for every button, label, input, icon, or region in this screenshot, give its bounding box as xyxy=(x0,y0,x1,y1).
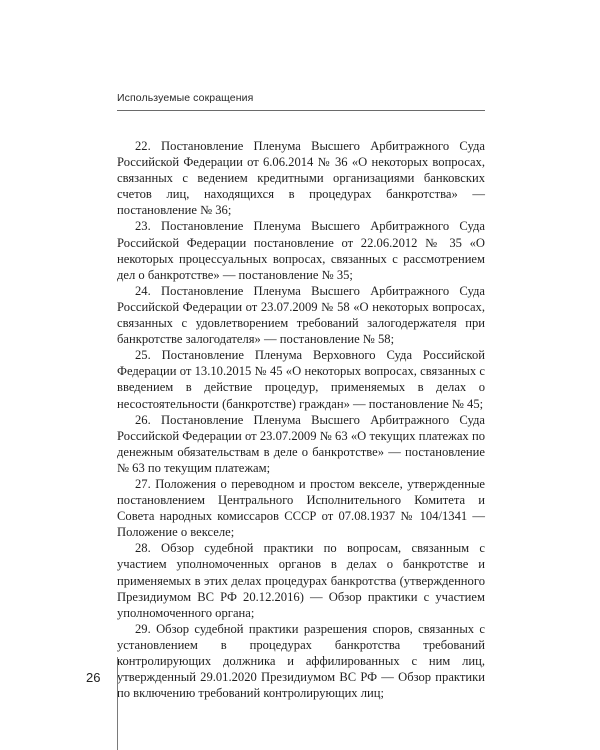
list-item-28: 28. Обзор судебной практики по вопросам, связанным с участием уполномоченных органов в делах о банкротстве и применяемых в этих делах процедурах банкротства (утвержденного Президиумом ВС РФ 20.12.2016) — Обзор практики с участием уполномоченного органа; xyxy=(117,541,485,620)
running-head: Используемые сокращения xyxy=(117,92,254,104)
list-item-26: 26. Постановление Пленума Высшего Арбитражного Суда Российской Федерации от 23.07.2009 № 63 «О текущих платежах по денежным обязательствам в деле о банкротстве» — постановление № 63 по текущим платежам; xyxy=(117,412,485,475)
list-item-23: 23. Постановление Пленума Высшего Арбитражного Суда Российской Федерации постановление от 22.06.2012 № 35 «О некоторых процессуальных вопросах, связанных с рассмотрением дел о банкротстве» — постановление № 35; xyxy=(117,219,485,282)
list-item-24: 24. Постановление Пленума Высшего Арбитражного Суда Российской Федерации от 23.07.2009 № 58 «О некоторых вопросах, связанных с удовлетворением требований залогодержателя при банкротстве залогодателя» — постановление № 58; xyxy=(117,283,485,347)
margin-rule xyxy=(117,657,118,750)
list-item-22: 22. Постановление Пленума Высшего Арбитражного Суда Российской Федерации от 6.06.2014 № 36 «О некоторых вопросах, связанных с ведением кредитными организациями банковских счетов лиц, находящихся в процедурах банкротства» — постановление № 36; xyxy=(117,139,485,218)
list-item-27: 27. Положения о переводном и простом векселе, утвержденные постановлением Центрального Исполнительного Комитета и Совета народных комиссаров СССР от 07.08.1937 № 104/1341 — Положение о векселе; xyxy=(117,476,485,540)
header-divider xyxy=(117,110,485,111)
body-text xyxy=(117,138,485,701)
list-item-25: 25. Постановление Пленума Верховного Суда Российской Федерации от 13.10.2015 № 45 «О некоторых вопросах, связанных с введением в действие процедур, применяемых в делах о несостоятельности (банкротстве) граждан» — постановление № 45; xyxy=(117,348,485,411)
page-number: 26 xyxy=(86,670,101,685)
list-item-29: 29. Обзор судебной практики разрешения споров, связанных с установлением в процедурах банкротства требований контролирующих должника и аффилированных с ним лиц, утвержденный 29.01.2020 Президиумом ВС РФ — Обзор практики по включению требований контролирующих лиц; xyxy=(117,621,485,701)
